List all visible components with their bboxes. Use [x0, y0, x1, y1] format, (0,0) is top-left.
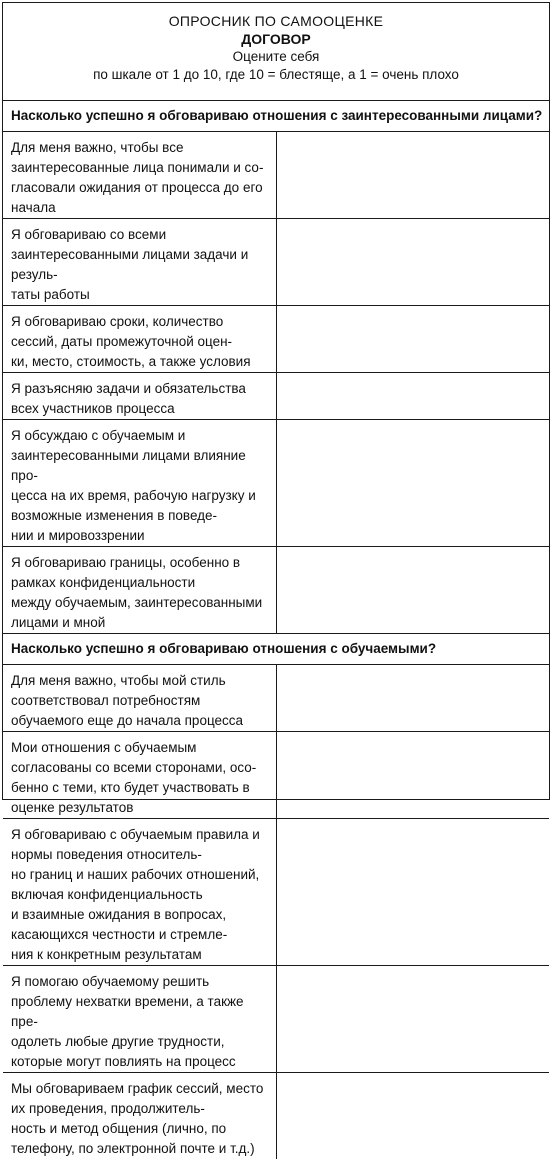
section-heading: Насколько успешно я обговариваю отношения с обучаемыми?	[3, 633, 549, 664]
question-row	[3, 1072, 549, 1159]
question-text: Для меня важно, чтобы все заинтересованные лица понимали и со- гласовали ожидания от процесса до его начала	[3, 131, 276, 218]
section-heading-row	[3, 101, 549, 131]
score-box[interactable]	[276, 218, 549, 305]
question-row	[3, 372, 549, 419]
question-text: Я обговариваю с обучаемым правила и нормы поведения относитель- но границ и наших рабочих отношений, включая конфиденциальность и взаимные ожидания в вопросах, касающихся честности и стремле- ния к конкретным результатам	[3, 818, 276, 965]
question-text: Я обговариваю сроки, количество сессий, даты промежуточной оцен- ки, место, стоимость, а также условия	[3, 305, 276, 372]
question-row	[3, 664, 549, 731]
score-box[interactable]	[276, 546, 549, 633]
question-row	[3, 305, 549, 372]
question-text: Для меня важно, чтобы мой стиль соответствовал потребностям обучаемого еще до начала процесса	[3, 664, 276, 731]
score-box[interactable]	[276, 965, 549, 1072]
question-row	[3, 965, 549, 1072]
question-row	[3, 218, 549, 305]
score-box[interactable]	[276, 305, 549, 372]
question-text: Я обговариваю границы, особенно в рамках конфиденциальности между обучаемым, заинтересованными лицами и мной	[3, 546, 276, 633]
question-text: Я помогаю обучаемому решить проблему нехватки времени, а также пре- одолеть любые другие трудности, которые могут повлиять на процесс	[3, 965, 276, 1072]
questionnaire-subtitle: ДОГОВОР	[241, 31, 311, 47]
questionnaire-table	[3, 101, 549, 1159]
score-box[interactable]	[276, 419, 549, 546]
question-text: Мы обговариваем график сессий, место их проведения, продолжитель- ность и метод общения (лично, по телефону, по электронной почте и т.д.)	[3, 1072, 276, 1159]
rating-instruction: Оцените себя	[232, 49, 320, 64]
question-text: Я обсуждаю с обучаемым и заинтересованными лицами влияние про- цесса на их время, рабочую нагрузку и возможные изменения в поведе- нии и мировоззрении	[3, 419, 276, 546]
score-box[interactable]	[276, 731, 549, 818]
questionnaire-title: ОПРОСНИК ПО САМООЦЕНКЕ	[168, 13, 384, 29]
section-heading: Насколько успешно я обговариваю отношения с заинтересованными лицами?	[11, 108, 543, 123]
question-text: Я разъясняю задачи и обязательства всех участников процесса	[3, 372, 276, 419]
score-box[interactable]	[276, 1072, 549, 1159]
question-row	[3, 818, 549, 965]
score-box[interactable]	[276, 131, 549, 218]
score-box[interactable]	[276, 372, 549, 419]
score-box[interactable]	[276, 818, 549, 965]
question-text: Мои отношения с обучаемым согласованы со всеми сторонами, осо- бенно с теми, кто будет участвовать в оценке результатов	[3, 731, 276, 818]
score-box[interactable]	[276, 664, 549, 731]
rating-scale: по шкале от 1 до 10, где 10 = блестяще, а 1 = очень плохо	[93, 67, 459, 82]
question-row	[3, 419, 549, 546]
question-row	[3, 546, 549, 633]
questionnaire-header	[3, 3, 549, 101]
section-heading-row	[3, 633, 549, 664]
question-row	[3, 731, 549, 818]
question-text: Я обговариваю со всеми заинтересованными лицами задачи и резуль- таты работы	[3, 218, 276, 305]
questionnaire-sheet	[2, 2, 550, 1156]
question-row	[3, 131, 549, 218]
